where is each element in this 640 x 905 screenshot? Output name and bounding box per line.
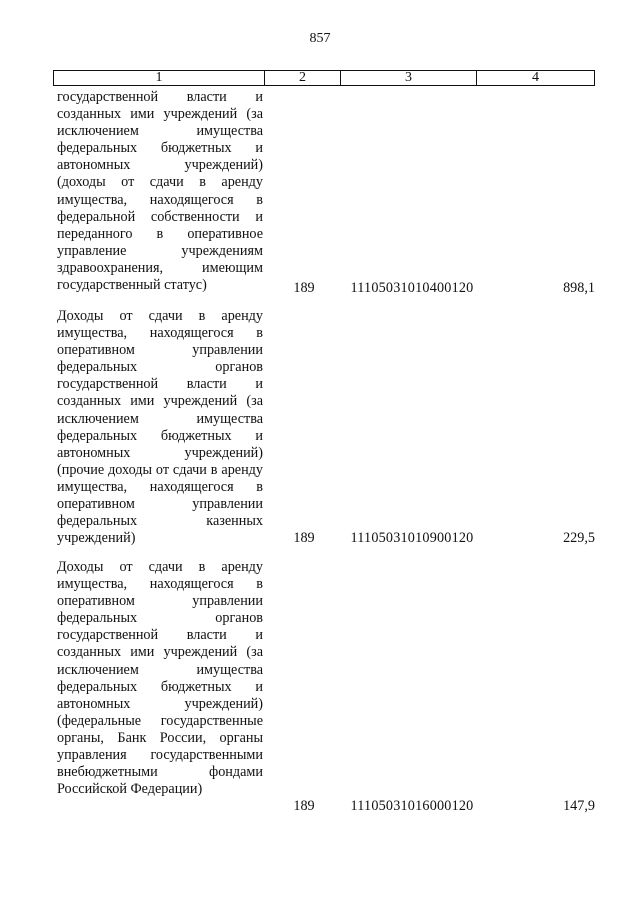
column-header-1: 1 xyxy=(54,71,265,85)
page-number: 857 xyxy=(309,31,331,46)
row-description: государственной власти и созданных ими учреждений (за исключением имущества федеральных бюджетных и автономных учреждений) (доходы от сдачи в аренду имущества, находящегося в федеральной собственности и переданного в оперативное управление учреждениям здравоохранения, имеющим государственный статус) xyxy=(57,89,263,294)
table-row xyxy=(53,559,595,821)
row-admin-code: 189 xyxy=(293,798,315,814)
row-kbk-code: 11105031010400120 xyxy=(350,280,474,296)
table-row xyxy=(53,89,595,297)
row-description: Доходы от сдачи в аренду имущества, находящегося в оперативном управлении федеральных органов государственной власти и созданных ими учреждений (за исключением имущества федеральных бюджетных и автономных учреждений) (федеральные государственные органы, Банк России, органы управления государственными внебюджетными фондами Российской Федерации) xyxy=(57,559,263,798)
table-header-row xyxy=(53,70,595,86)
column-header-2: 2 xyxy=(265,71,341,85)
row-admin-code: 189 xyxy=(293,280,315,296)
column-header-3: 3 xyxy=(341,71,477,85)
row-amount: 898,1 xyxy=(563,280,595,296)
column-header-4: 4 xyxy=(532,70,539,85)
row-kbk-code: 11105031016000120 xyxy=(350,798,474,814)
row-description: Доходы от сдачи в аренду имущества, находящегося в оперативном управлении федеральных органов государственной власти и созданных ими учреждений (за исключением имущества федеральных бюджетных и автономных учреждений) (прочие доходы от сдачи в аренду имущества, находящегося в оперативном управлении федеральных казенных учреждений) xyxy=(57,308,263,547)
row-kbk-code: 11105031010900120 xyxy=(350,530,474,546)
row-admin-code: 189 xyxy=(293,530,315,546)
table-row xyxy=(53,308,595,548)
row-amount: 229,5 xyxy=(563,530,595,546)
row-amount: 147,9 xyxy=(563,798,595,814)
